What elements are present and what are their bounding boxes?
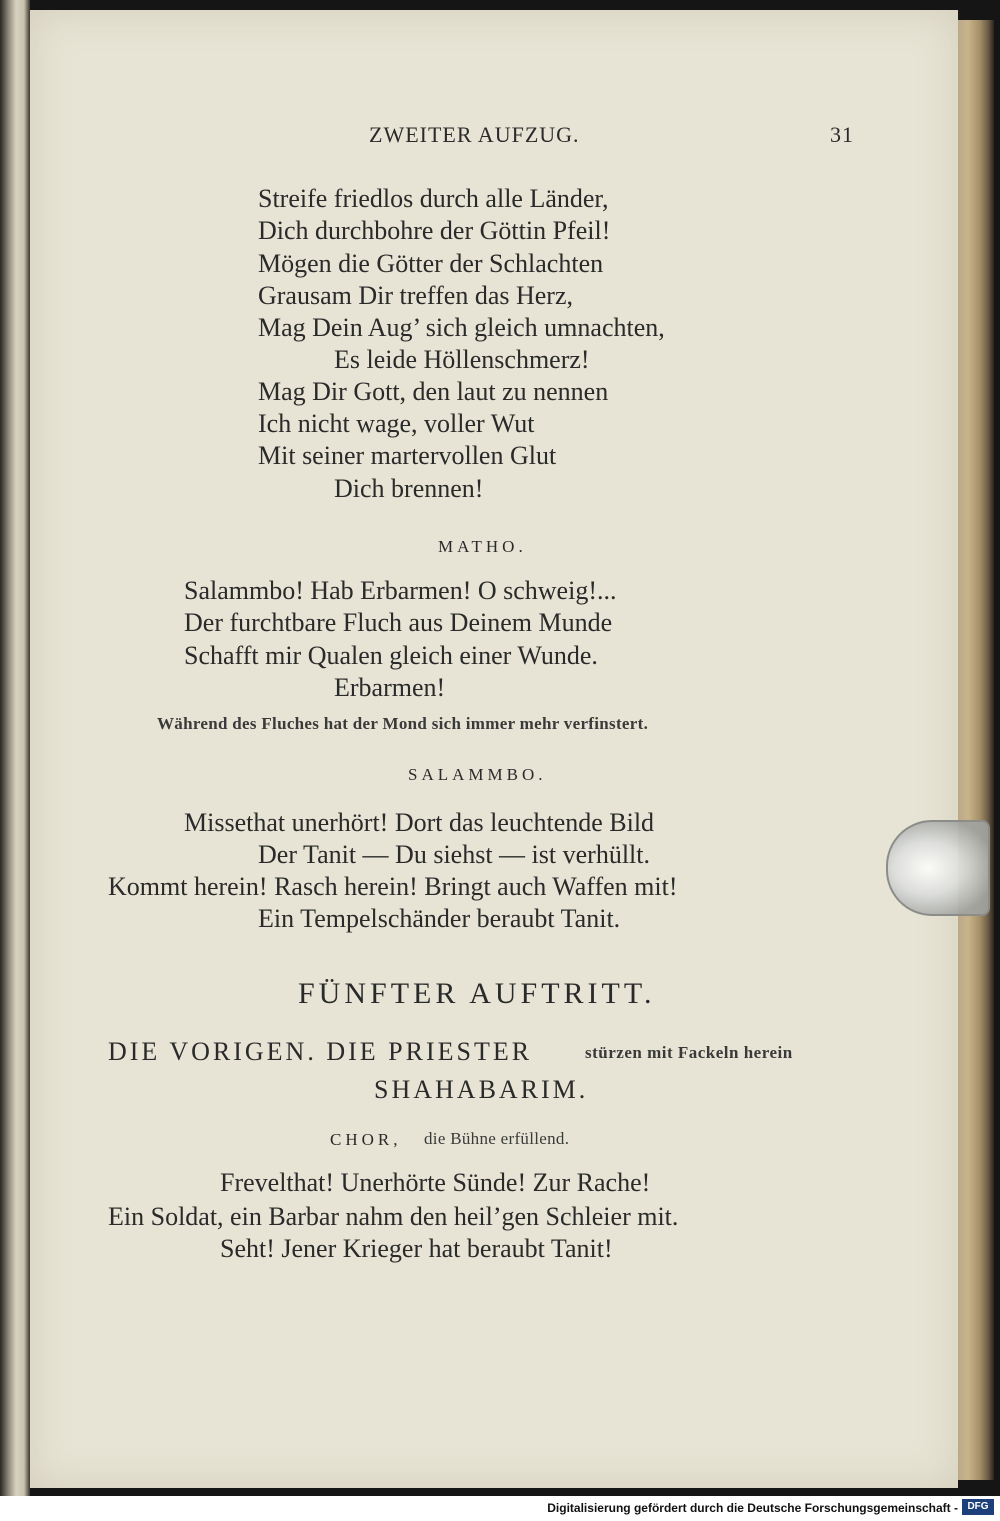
cast-direction: stürzen mit Fackeln herein xyxy=(585,1043,793,1062)
verse-line: Salammbo! Hab Erbarmen! O schweig!... xyxy=(184,576,617,605)
verse-line: Es leide Höllenschmerz! xyxy=(334,345,590,374)
cast-list: DIE VORIGEN. DIE PRIESTER xyxy=(108,1037,533,1066)
book-edge-right xyxy=(958,20,994,1480)
speaker-name: SALAMMBO. xyxy=(408,765,547,784)
verse-line: Missethat unerhört! Dort das leuchtende Bild xyxy=(184,808,655,837)
verse-line: Mag Dein Aug’ sich gleich umnachten, xyxy=(258,313,665,342)
digitization-footer xyxy=(0,1496,1000,1521)
verse-line: Erbarmen! xyxy=(334,673,446,702)
verse-line: Streife friedlos durch alle Länder, xyxy=(258,184,609,213)
verse-line: Ich nicht wage, voller Wut xyxy=(258,409,535,438)
verse-line: Seht! Jener Krieger hat beraubt Tanit! xyxy=(220,1234,613,1263)
cast-list: SHAHABARIM. xyxy=(374,1075,589,1104)
verse-line: Dich brennen! xyxy=(334,474,484,503)
page-number: 31 xyxy=(830,122,854,147)
verse-line: Mit seiner martervollen Glut xyxy=(258,441,557,470)
stage-direction: die Bühne erfüllend. xyxy=(424,1129,570,1148)
funding-credit: Digitalisierung gefördert durch die Deutsche Forschungsgemeinschaft - xyxy=(547,1501,958,1515)
page-clip-holder xyxy=(886,820,990,916)
book-gutter-left xyxy=(0,0,30,1496)
verse-line: Grausam Dir treffen das Herz, xyxy=(258,281,573,310)
speaker-name: CHOR, xyxy=(330,1130,402,1149)
verse-line: Ein Soldat, ein Barbar nahm den heil’gen Schleier mit. xyxy=(108,1202,679,1231)
verse-line: Der furchtbare Fluch aus Deinem Munde xyxy=(184,608,613,637)
verse-line: Ein Tempelschänder beraubt Tanit. xyxy=(258,904,621,933)
verse-line: Kommt herein! Rasch herein! Bringt auch Waffen mit! xyxy=(108,872,678,901)
scene-title: FÜNFTER AUFTRITT. xyxy=(298,977,656,1010)
running-title: ZWEITER AUFZUG. xyxy=(369,122,580,147)
verse-line: Frevelthat! Unerhörte Sünde! Zur Rache! xyxy=(220,1168,651,1197)
speaker-name: MATHO. xyxy=(438,537,527,556)
verse-line: Mag Dir Gott, den laut zu nennen xyxy=(258,377,609,406)
dfg-logo: DFG xyxy=(962,1499,994,1515)
stage-direction: Während des Fluches hat der Mond sich immer mehr verfinstert. xyxy=(157,714,649,733)
verse-line: Dich durchbohre der Göttin Pfeil! xyxy=(258,216,611,245)
verse-line: Schafft mir Qualen gleich einer Wunde. xyxy=(184,641,598,670)
verse-line: Mögen die Götter der Schlachten xyxy=(258,249,604,278)
verse-line: Der Tanit — Du siehst — ist verhüllt. xyxy=(258,840,650,869)
